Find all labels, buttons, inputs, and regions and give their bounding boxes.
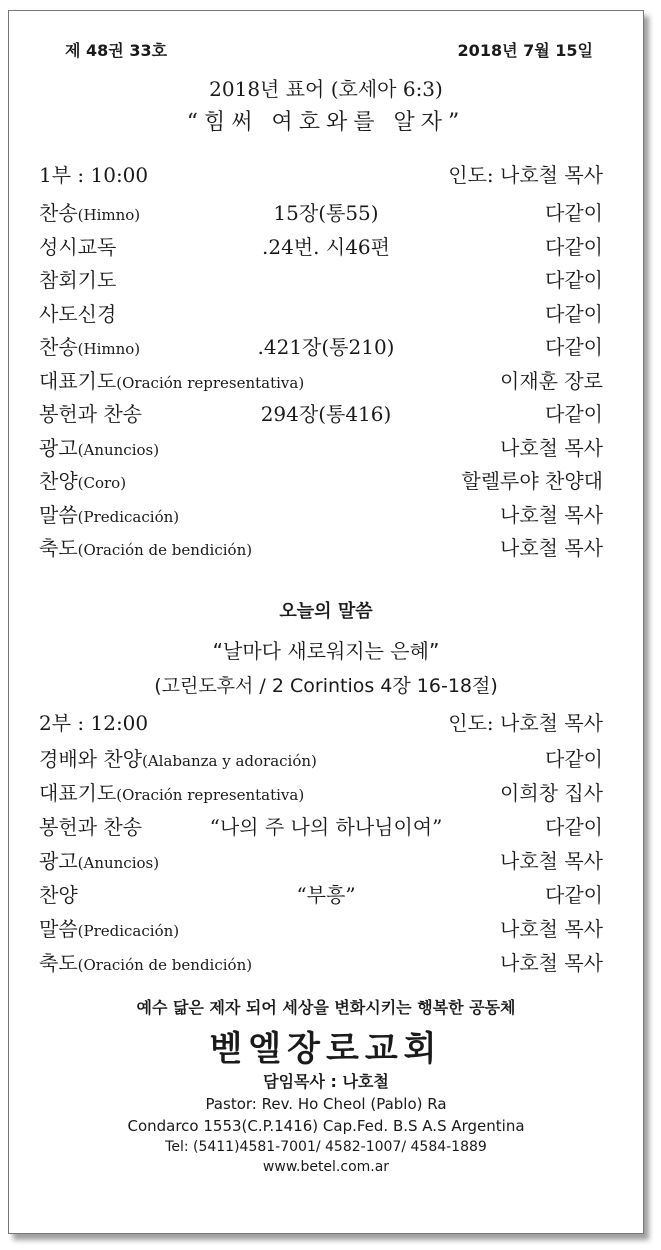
item-leader: 이재훈 장로 [500, 368, 603, 393]
service-item [9, 197, 643, 229]
item-detail: .421장(통210) [257, 335, 395, 359]
item-title [39, 845, 159, 879]
item-name: 말씀 [39, 917, 78, 941]
item-subtitle: (Himno) [77, 340, 141, 358]
service-item [9, 845, 643, 877]
service1-time: 1부 : 10:00 [39, 163, 149, 187]
service2-header [9, 707, 643, 739]
item-detail: “나의 주 나의 하나님이여” [209, 815, 443, 839]
service-item [9, 398, 643, 430]
pastor-english: Pastor: Rev. Ho Cheol (Pablo) Ra [205, 1095, 447, 1113]
item-leader: 나호철 목사 [500, 435, 603, 460]
item-detail: “부흥” [296, 883, 356, 907]
item-subtitle: (Anuncios) [77, 440, 160, 459]
item-leader: 나호철 목사 [500, 951, 603, 975]
item-name: 사도신경 [39, 301, 117, 326]
item-subtitle: (Alabanza y adoración) [141, 752, 317, 770]
bulletin-date: 2018년 7월 15일 [457, 41, 593, 60]
item-subtitle: (Oración representativa) [116, 786, 305, 804]
service1-leader: 인도: 나호철 목사 [448, 163, 603, 187]
item-name: 찬송 [39, 201, 78, 225]
item-name: 찬양 [39, 883, 78, 907]
item-name: 축도 [39, 536, 78, 560]
item-name: 대표기도 [39, 781, 117, 805]
service-item [9, 365, 643, 397]
item-leader: 다같이 [545, 747, 603, 771]
item-leader: 다같이 [545, 335, 603, 359]
item-subtitle: (Anuncios) [77, 854, 160, 872]
item-title [39, 432, 159, 466]
item-subtitle: (Predicación) [77, 507, 180, 526]
service-item [9, 947, 643, 979]
item-detail: 15장(통55) [273, 201, 379, 225]
item-name: 광고 [39, 849, 78, 873]
item-subtitle: (Predicación) [77, 922, 180, 940]
item-leader: 다같이 [545, 201, 603, 225]
service-item [9, 499, 643, 531]
bulletin-page [8, 10, 644, 1234]
item-title [39, 365, 304, 399]
item-leader: 다같이 [545, 402, 603, 426]
item-leader: 다같이 [545, 301, 603, 326]
service-item [9, 879, 643, 911]
item-leader: 다같이 [545, 268, 603, 292]
item-title [39, 532, 252, 566]
item-leader: 이희창 집사 [500, 781, 603, 805]
service-item [9, 432, 643, 464]
item-name: 봉헌과 찬송 [39, 815, 142, 839]
service-item [9, 811, 643, 843]
service2-leader: 인도: 나호철 목사 [448, 711, 603, 735]
bulletin-header [9, 35, 643, 67]
sermon-reference: (고린도후서 / 2 Corintios 4장 16-18절) [154, 675, 498, 697]
item-leader: 나호철 목사 [500, 502, 603, 527]
item-name: 찬송 [39, 335, 78, 359]
service-item [9, 465, 643, 497]
volume-number: 제 48권 33호 [65, 41, 168, 60]
item-subtitle: (Oración de bendición) [77, 541, 253, 559]
item-title [39, 947, 252, 981]
item-name: 찬양 [39, 469, 78, 493]
service1-header [9, 159, 643, 191]
motto-line: 2018년 표어 (호세아 6:3) [209, 77, 443, 101]
item-title [39, 298, 116, 332]
church-address: Condarco 1553(C.P.1416) Cap.Fed. B.S A.S Argentina [127, 1117, 525, 1135]
item-leader: 나호철 목사 [500, 849, 603, 873]
service-item [9, 264, 643, 296]
item-name: 성시교독 [39, 234, 117, 259]
item-name: 광고 [39, 435, 78, 460]
item-title [39, 743, 317, 777]
item-leader: 다같이 [545, 883, 603, 907]
item-subtitle: (Oración representativa) [116, 373, 305, 392]
sermon-heading: 오늘의 말씀 [279, 601, 373, 622]
item-subtitle: (Coro) [77, 474, 127, 492]
service-item [9, 532, 643, 564]
item-title [39, 777, 304, 811]
church-website: www.betel.com.ar [262, 1159, 390, 1175]
item-subtitle: (Oración de bendición) [77, 956, 253, 974]
item-name: 경배와 찬양 [39, 747, 142, 771]
item-name: 대표기도 [39, 368, 117, 393]
item-subtitle: (Himno) [77, 206, 141, 224]
church-name: 벧엘장로교회 [209, 1029, 443, 1069]
service-item [9, 231, 643, 263]
motto-quote: “힘써 여호와를 알자” [186, 110, 466, 135]
item-detail: .24번. 시46편 [262, 234, 390, 259]
item-detail: 294장(통416) [260, 402, 392, 426]
sermon-title: “날마다 새로워지는 은혜” [212, 639, 440, 663]
item-leader: 할렐루야 찬양대 [461, 469, 603, 493]
item-leader: 다같이 [545, 815, 603, 839]
service-item [9, 298, 643, 330]
item-leader: 나호철 목사 [500, 536, 603, 560]
item-title [39, 913, 179, 947]
senior-pastor: 담임목사 : 나호철 [263, 1072, 389, 1091]
item-name: 참회기도 [39, 268, 117, 292]
service-item [9, 743, 643, 775]
church-slogan: 예수 닮은 제자 되어 세상을 변화시키는 행복한 공동체 [136, 998, 516, 1017]
item-name: 말씀 [39, 502, 78, 527]
item-leader: 나호철 목사 [500, 917, 603, 941]
item-title [39, 465, 126, 499]
church-phone: Tel: (5411)4581-7001/ 4582-1007/ 4584-1889 [165, 1139, 487, 1155]
service-item [9, 913, 643, 945]
item-name: 축도 [39, 951, 78, 975]
service-item [9, 777, 643, 809]
item-name: 봉헌과 찬송 [39, 402, 142, 426]
service-item [9, 331, 643, 363]
item-title [39, 499, 179, 533]
item-title [39, 264, 116, 298]
service2-time: 2부 : 12:00 [39, 711, 149, 735]
item-leader: 다같이 [545, 234, 603, 259]
